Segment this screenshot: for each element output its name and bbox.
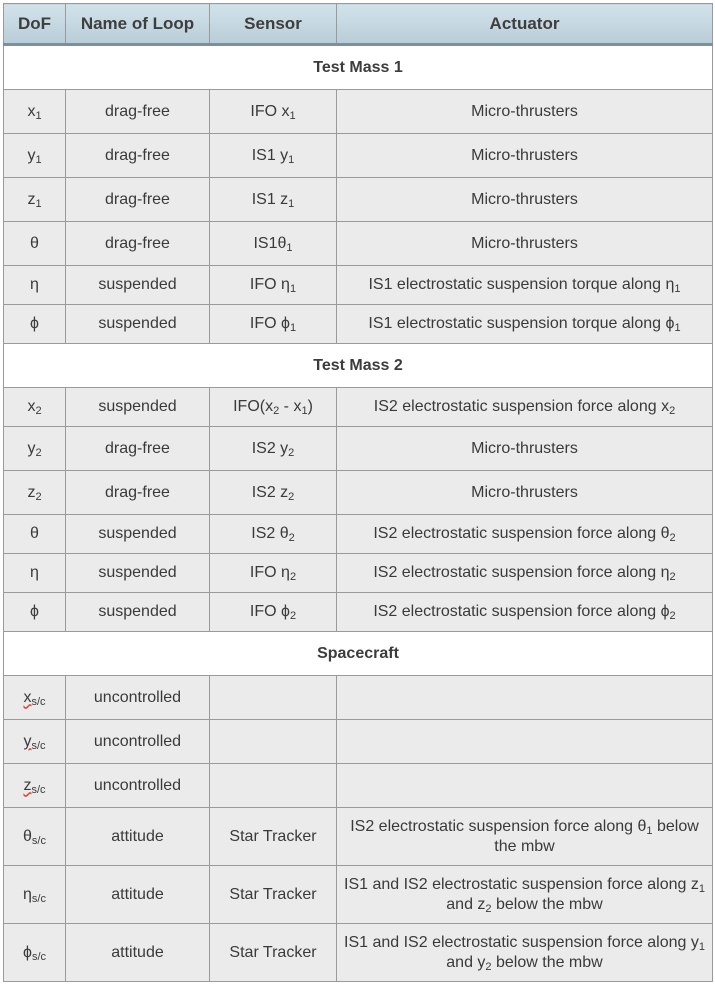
section-row [4,632,713,676]
table-row [4,924,713,982]
cell-dof [4,178,66,222]
actuator-subscript: 1 [698,882,705,895]
dof-subscript: s/c [31,950,47,963]
sensor-text: Star Tracker [229,827,317,845]
cell-actuator [337,134,713,178]
sensor-text: IS2 z [251,483,289,501]
cell-sensor [210,266,337,305]
sensor-text: IFO x [250,102,290,120]
cell-sensor [210,471,337,515]
table-row [4,471,713,515]
cell-actuator [337,720,713,764]
cell-actuator [337,305,713,344]
cell-sensor [210,222,337,266]
sensor-text: IS1 z [251,190,289,208]
sensor-subscript: 1 [301,405,308,417]
actuator-text: IS2 electrostatic suspension force along θ [373,525,670,542]
actuator-text: IS1 and IS2 electrostatic suspension force along z [344,875,699,893]
sensor-text: Star Tracker [229,943,317,961]
sensor-subscript: 1 [286,241,293,254]
dof-symbol: z [23,776,32,794]
table-row [4,676,713,720]
cell-sensor [210,427,337,471]
actuator-subscript: 2 [669,571,676,583]
actuator-subscript: 2 [485,960,492,973]
dof-symbol: z [27,190,36,208]
column-header-name-of-loop: Name of Loop [66,4,210,45]
cell-dof [4,90,66,134]
table-body [4,45,713,982]
cell-dof [4,808,66,866]
dof-symbol: θ [30,525,39,542]
cell-actuator [337,866,713,924]
table-row [4,305,713,344]
actuator-subscript: 1 [698,940,705,953]
cell-actuator [337,593,713,632]
actuator-subscript: 2 [669,610,676,622]
actuator-text: and y [446,953,486,971]
actuator-text: IS2 electrostatic suspension force along ϕ [373,603,670,620]
cell-actuator [337,266,713,305]
cell-dof [4,388,66,427]
actuator-subscript: 2 [669,405,676,417]
actuator-text: Micro-thrusters [471,234,578,252]
table-row [4,866,713,924]
dof-subscript: s/c [31,739,46,752]
actuator-text: IS2 electrostatic suspension force along x [373,398,670,415]
cell-sensor [210,515,337,554]
sensor-text: IFO(x [233,398,274,415]
cell-loop-name: suspended [66,266,210,305]
cell-sensor [210,924,337,982]
table-row [4,178,713,222]
actuator-text: IS1 electrostatic suspension torque along ϕ [368,315,675,332]
control-loops-table [3,3,713,982]
cell-loop-name: suspended [66,593,210,632]
actuator-text: below the mbw [491,953,603,971]
cell-loop-name: attitude [66,808,210,866]
cell-dof [4,676,66,720]
cell-actuator [337,388,713,427]
dof-subscript: 2 [35,405,42,417]
actuator-subscript: 2 [669,532,676,544]
cell-dof [4,554,66,593]
dof-symbol: x [27,398,36,415]
table-row [4,427,713,471]
table-header [4,4,713,45]
actuator-text: Micro-thrusters [471,146,578,164]
cell-sensor [210,90,337,134]
dof-symbol: θ [23,827,32,845]
column-header-dof: DoF [4,4,66,45]
dof-subscript: 1 [35,153,42,166]
dof-subscript: s/c [31,783,46,796]
cell-sensor [210,554,337,593]
sensor-subscript: 1 [289,322,297,334]
actuator-subscript: 1 [674,283,681,295]
cell-dof [4,222,66,266]
sensor-text: IFO ϕ [249,315,290,332]
cell-loop-name: drag-free [66,134,210,178]
cell-sensor [210,720,337,764]
dof-symbol: θ [30,234,39,252]
actuator-subscript: 1 [674,322,681,334]
dof-subscript: 2 [35,446,42,459]
cell-sensor [210,866,337,924]
cell-loop-name: suspended [66,515,210,554]
cell-sensor [210,178,337,222]
cell-loop-name: drag-free [66,222,210,266]
dof-symbol: η [30,276,39,293]
sensor-text: IS2 y [251,439,289,457]
dof-symbol: y [27,146,36,164]
actuator-text: Micro-thrusters [471,439,578,457]
dof-subscript: s/c [31,695,46,708]
sensor-text: ) [307,398,313,415]
table-row [4,554,713,593]
dof-subscript: 1 [35,109,42,122]
sensor-text: - x [279,398,302,415]
section-title: Test Mass 1 [4,45,713,90]
cell-actuator [337,808,713,866]
dof-subscript: 1 [35,197,42,210]
actuator-subscript: 2 [485,902,492,915]
sensor-text: IS1 y [251,146,289,164]
actuator-text: below the mbw [494,817,699,855]
dof-symbol: x [27,102,36,120]
cell-sensor [210,388,337,427]
table-row [4,764,713,808]
sensor-text: IFO η [249,564,290,581]
column-header-actuator: Actuator [337,4,713,45]
cell-dof [4,427,66,471]
cell-loop-name: drag-free [66,90,210,134]
sensor-subscript: 2 [273,405,280,417]
table-row [4,266,713,305]
cell-actuator [337,924,713,982]
cell-sensor [210,593,337,632]
cell-sensor [210,764,337,808]
actuator-text: Micro-thrusters [471,483,578,501]
cell-dof [4,266,66,305]
dof-symbol: z [27,483,36,501]
dof-symbol: η [30,564,39,581]
cell-dof [4,515,66,554]
cell-loop-name: uncontrolled [66,720,210,764]
table-row [4,515,713,554]
actuator-text: below the mbw [491,895,603,913]
section-row [4,344,713,388]
table-row [4,90,713,134]
cell-dof [4,593,66,632]
sensor-subscript: 2 [288,490,295,503]
actuator-subscript: 1 [646,824,653,837]
cell-actuator [337,515,713,554]
dof-subscript: s/c [31,834,46,847]
cell-loop-name: suspended [66,305,210,344]
cell-actuator [337,222,713,266]
cell-dof [4,720,66,764]
sensor-subscript: 1 [289,109,296,122]
cell-actuator [337,764,713,808]
sensor-subscript: 1 [288,153,295,166]
table-row [4,134,713,178]
cell-sensor [210,305,337,344]
cell-actuator [337,178,713,222]
cell-loop-name: suspended [66,388,210,427]
dof-symbol: ϕ [22,943,32,961]
cell-loop-name: suspended [66,554,210,593]
cell-loop-name: drag-free [66,471,210,515]
cell-dof [4,764,66,808]
sensor-text: Star Tracker [229,885,317,903]
cell-actuator [337,676,713,720]
dof-symbol: ϕ [30,315,39,332]
cell-sensor [210,134,337,178]
table-row [4,593,713,632]
cell-actuator [337,427,713,471]
cell-sensor [210,676,337,720]
actuator-text: IS1 electrostatic suspension torque along η [368,276,675,293]
cell-dof [4,134,66,178]
actuator-text: IS2 electrostatic suspension force along θ [350,817,647,835]
section-title: Spacecraft [4,632,713,676]
table-row [4,720,713,764]
dof-symbol: ϕ [30,603,39,620]
dof-symbol: y [27,439,36,457]
actuator-text: Micro-thrusters [471,190,578,208]
cell-loop-name: attitude [66,866,210,924]
sensor-subscript: 1 [288,197,295,210]
dof-symbol: y [23,732,32,750]
dof-subscript: 2 [35,490,42,503]
cell-sensor [210,808,337,866]
cell-loop-name: attitude [66,924,210,982]
cell-dof [4,866,66,924]
cell-actuator [337,554,713,593]
cell-dof [4,924,66,982]
actuator-text: IS1 and IS2 electrostatic suspension force along y [344,933,699,951]
sensor-text: IFO η [249,276,290,293]
sensor-text: IS2 θ [251,525,289,542]
table-row [4,808,713,866]
sensor-subscript: 2 [289,571,297,583]
cell-actuator [337,471,713,515]
sensor-subscript: 2 [289,610,297,622]
cell-dof [4,305,66,344]
sensor-subscript: 2 [288,532,295,544]
cell-loop-name: uncontrolled [66,764,210,808]
sensor-subscript: 1 [289,283,297,295]
table-row [4,388,713,427]
section-row [4,45,713,90]
cell-loop-name: drag-free [66,427,210,471]
sensor-text: IFO ϕ [249,603,290,620]
cell-dof [4,471,66,515]
actuator-text: Micro-thrusters [471,102,578,120]
sensor-text: IS1θ [253,234,287,252]
section-title: Test Mass 2 [4,344,713,388]
sensor-subscript: 2 [288,446,295,459]
column-header-sensor: Sensor [210,4,337,45]
dof-symbol: x [23,688,32,706]
actuator-text: IS2 electrostatic suspension force along η [373,564,670,581]
cell-loop-name: drag-free [66,178,210,222]
table-row [4,222,713,266]
actuator-text: and z [446,895,486,913]
cell-actuator [337,90,713,134]
dof-subscript: s/c [31,892,46,905]
cell-loop-name: uncontrolled [66,676,210,720]
dof-symbol: η [23,885,32,903]
